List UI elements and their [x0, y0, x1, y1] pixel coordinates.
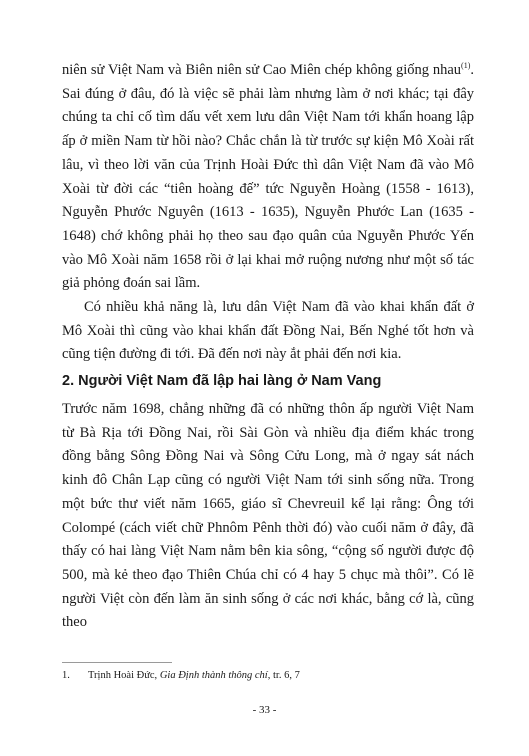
page-number: - 33 - — [252, 704, 277, 716]
footnote-author: Trịnh Hoài Đức, — [88, 670, 160, 681]
footnote-title: Gia Định thành thông chí — [159, 670, 268, 681]
paragraph-text: . Sai đúng ở đâu, đó là việc sẽ phải làm nhưng làm ở nơi khác; tại đây chúng ta chỉ cố tìm dấu vết xem lưu dân Việt Nam tới khẩn hoang lập ấp ở miền Nam từ hồi nào? Chắc chắn là từ trước sự kiện Mô Xoài rất lâu, vì theo lời văn của Trịnh Hoài Đức thì dân Việt Nam đã vào Mô Xoài từ đời các “tiên hoàng đế” tức Nguyễn Hoàng (1558 - 1613), Nguyễn Phước Nguyên (1613 - 1635), Nguyễn Phước Lan (1635 - 1648) chớ không phải họ theo sau đạo quân của Nguyễn Phước Yến vào Mô Xoài năm 1658 rồi ở lại khai mở ruộng nương như một số tác giả phỏng đoán sai lầm. — [62, 62, 474, 292]
paragraph-mo-xoai: Có nhiều khả năng là, lưu dân Việt Nam đã vào khai khẩn đất ở Mô Xoài thì cũng vào khai khẩn đất Đồng Nai, Bến Nghé tốt hơn và cũng tiện đường đi tới. Đã đến nơi này ắt phải đến nơi kia. — [62, 299, 474, 363]
paragraph-nam-vang: Trước năm 1698, chẳng những đã có những thôn ấp người Việt Nam từ Bà Rịa tới Đồng Nai, rồi Sài Gòn và nhiều địa điểm khác trong đồng bằng Sông Đồng Nai và Sông Cửu Long, mà ở ngay sát nách kinh đô Chân Lạp cũng có người Việt Nam tới sinh sống nữa. Trong một bức thư viết năm 1665, giáo sĩ Chevreuil kể lại rằng: Ông tới Colompé (cách viết chữ Phnôm Pênh thời đó) vào cuối năm ở đây, đã thấy có hai làng Việt Nam nằm bên kia sông, “cộng số người được độ 500, mà kẻ theo đạo Thiên Chúa chỉ có 4 hay 5 chục mà thôi”. Có lẽ người Việt còn đến làm ăn sinh sống ở các nơi khác, bằng cớ là, cũng theo — [62, 401, 474, 631]
footnote-reference: (1) — [461, 61, 471, 71]
footnote — [62, 668, 474, 683]
paragraph-continuation — [62, 59, 474, 296]
paragraph-text: niên sử Việt Nam và Biên niên sử Cao Miên chép không giống nhau — [62, 62, 462, 78]
footnote-pages: , tr. 6, 7 — [267, 670, 300, 681]
footnote-divider — [62, 662, 172, 663]
section-heading: 2. Người Việt Nam đã lập hai làng ở Nam Vang — [62, 373, 382, 389]
footnote-number: 1. — [62, 670, 70, 681]
